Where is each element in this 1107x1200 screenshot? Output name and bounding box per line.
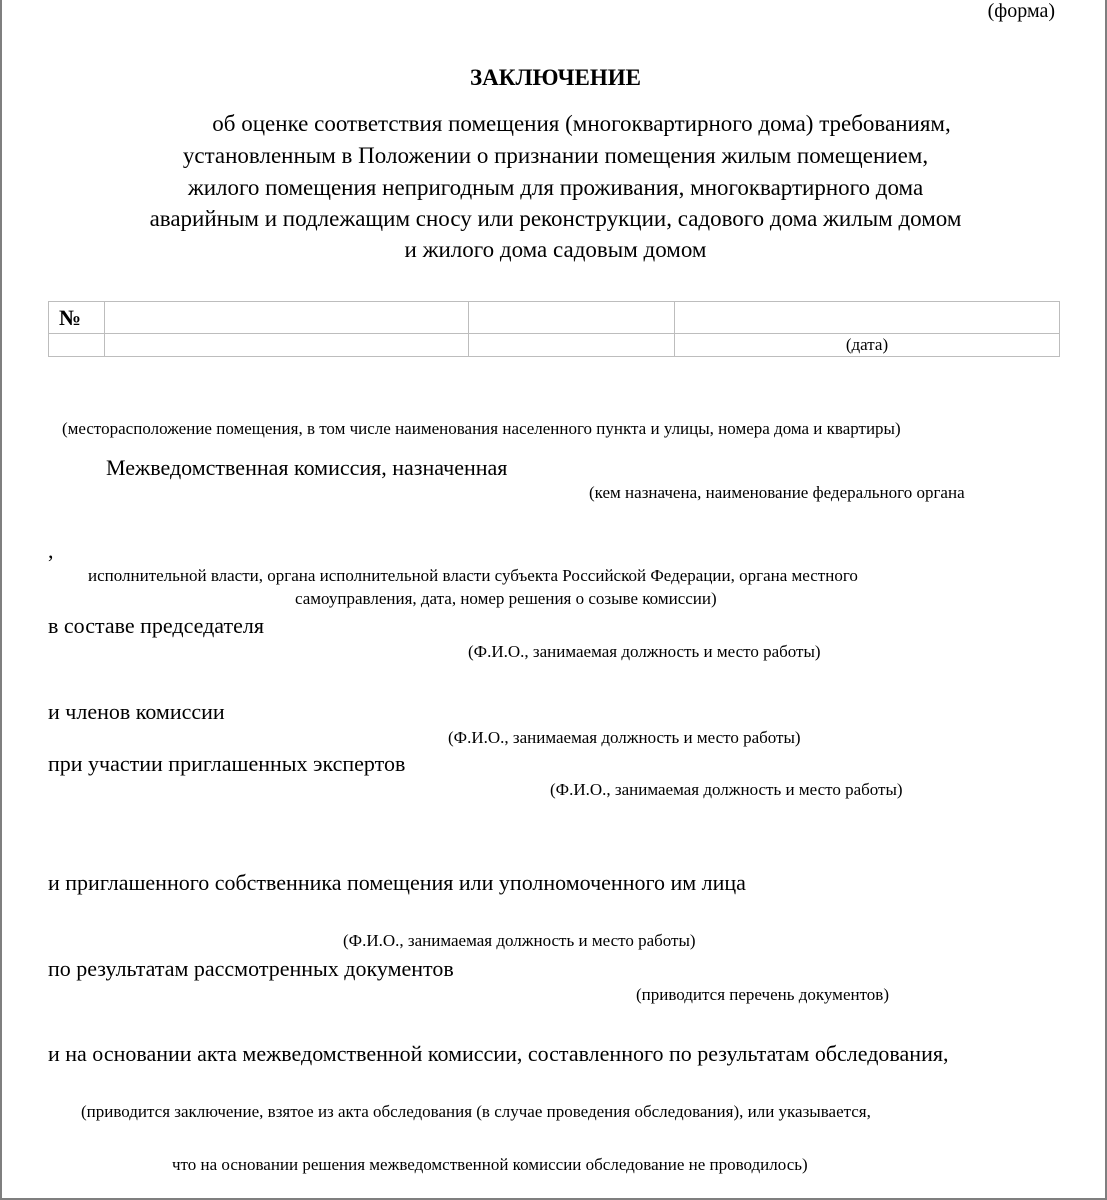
subtitle-line-5: и жилого дома садовым домом (404, 237, 707, 262)
commission-intro: Межведомственная комиссия, назначенная (106, 455, 508, 480)
chairman-hint: (Ф.И.О., занимаемая должность и место работы) (468, 642, 821, 661)
act-hint-2: что на основании решения межведомственной комиссии обследование не проводилось) (172, 1155, 808, 1174)
subtitle-line-1: об оценке соответствия помещения (многоквартирного дома) требованиям, (212, 111, 951, 136)
members-label: и членов комиссии (48, 699, 225, 724)
members-hint: (Ф.И.О., занимаемая должность и место работы) (448, 728, 801, 747)
blank-cell (105, 334, 469, 357)
blank-cell (49, 334, 105, 357)
owner-label: и приглашенного собственника помещения или уполномоченного им лица (48, 870, 746, 895)
date-hint: (дата) (675, 334, 1060, 357)
owner-hint: (Ф.И.О., занимаемая должность и место работы) (343, 931, 696, 950)
document-title: ЗАКЛЮЧЕНИЕ (470, 65, 641, 90)
number-sign-cell: № (49, 302, 105, 334)
documents-hint: (приводится перечень документов) (636, 985, 889, 1004)
location-hint: (месторасположение помещения, в том числе наименования населенного пункта и улицы, номера дома и квартиры) (62, 419, 901, 438)
commission-hint-1: (кем назначена, наименование федерального органа (589, 483, 965, 502)
act-label: и на основании акта межведомственной комиссии, составленного по результатам обследования, (48, 1041, 949, 1066)
subtitle-line-2: установленным в Положении о признании помещения жилым помещением, (182, 143, 929, 168)
act-hint-1: (приводится заключение, взятое из акта обследования (в случае проведения обследования), или указывается, (81, 1102, 871, 1121)
experts-hint: (Ф.И.О., занимаемая должность и место работы) (550, 780, 903, 799)
number-field[interactable] (105, 302, 469, 334)
commission-hint-2: исполнительной власти, органа исполнительной власти субъекта Российской Федерации, органа местного (88, 566, 858, 585)
number-date-table (48, 301, 1060, 357)
subtitle-line-4: аварийным и подлежащим сносу или реконструкции, садового дома жилым домом (149, 206, 962, 231)
subtitle-line-3: жилого помещения непригодным для проживания, многоквартирного дома (187, 175, 924, 200)
blank-cell (469, 334, 675, 357)
experts-label: при участии приглашенных экспертов (48, 751, 406, 776)
date-field[interactable] (675, 302, 1060, 334)
chairman-label: в составе председателя (48, 613, 264, 638)
blank-cell (469, 302, 675, 334)
documents-label: по результатам рассмотренных документов (48, 956, 454, 981)
commission-hint-3: самоуправления, дата, номер решения о созыве комиссии) (295, 589, 717, 608)
form-label: (форма) (987, 0, 1055, 22)
comma-mark: , (48, 538, 54, 563)
